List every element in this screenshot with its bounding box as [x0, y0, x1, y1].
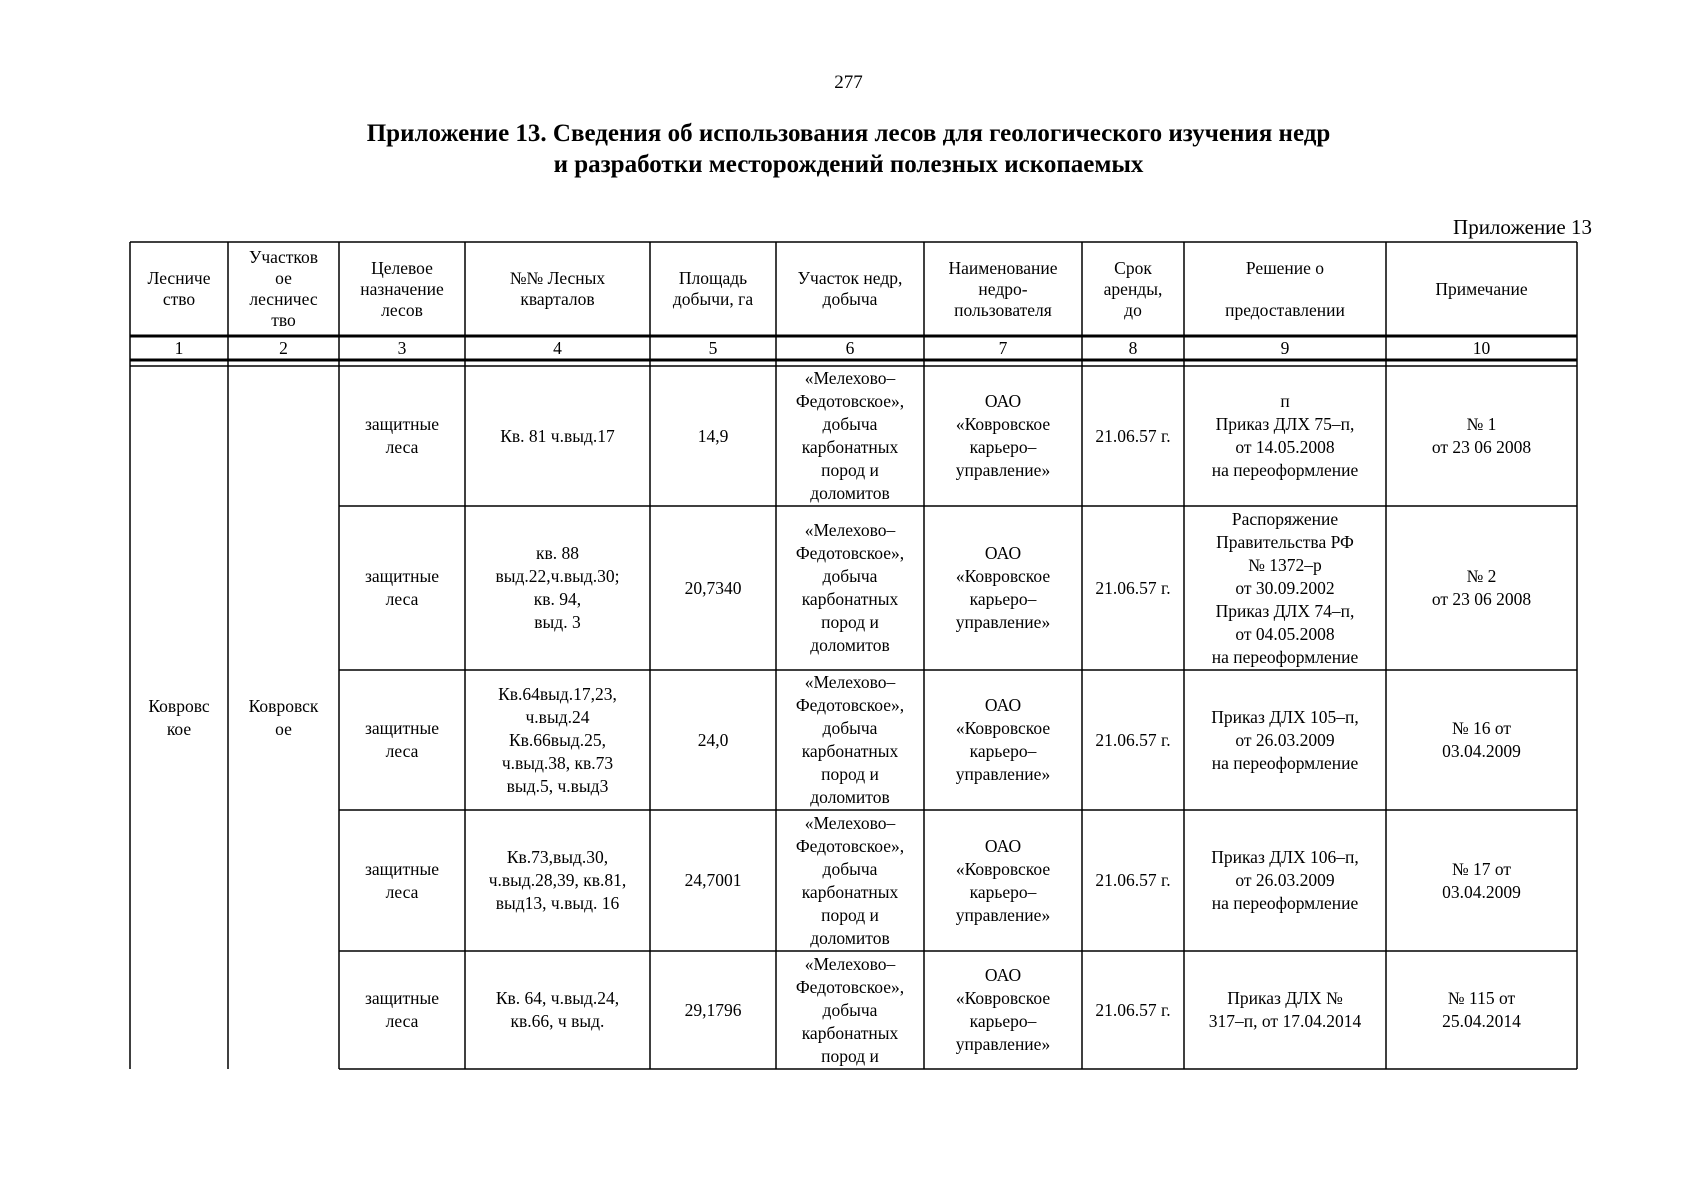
purpose-cell: защитные леса: [364, 718, 440, 761]
column-number-6: 6: [845, 338, 855, 358]
purpose-cell: защитные леса: [364, 414, 440, 457]
user-cell: ОАО «Ковровское карьеро– управление»: [955, 543, 1051, 632]
note-cell: № 2 от 23 06 2008: [1431, 566, 1532, 609]
header-cell-10: Примечание: [1435, 278, 1528, 299]
site-cell: «Мелехово– Федотовское», добыча карбонатных пород и доломитов: [795, 520, 905, 655]
decision-cell: Приказ ДЛХ 106–п, от 26.03.2009 на переоформление: [1211, 847, 1359, 913]
site-cell: «Мелехово– Федотовское», добыча карбонатных пород и доломитов: [795, 368, 905, 503]
site-cell: «Мелехово– Федотовское», добыча карбонатных пород и доломитов: [795, 672, 905, 807]
header-cell-1: Лесниче ство: [147, 268, 211, 309]
decision-cell: п Приказ ДЛХ 75–п, от 14.05.2008 на переоформление: [1211, 391, 1359, 480]
area-cell: 24,7001: [684, 870, 742, 890]
document-title-line-1: Приложение 13. Сведения об использования лесов для геологического изучения недр: [366, 120, 1331, 147]
column-number-2: 2: [279, 338, 288, 358]
uchastkovoe-lesnichestvo-cell: Ковровск ое: [248, 695, 319, 739]
area-cell: 29,1796: [684, 999, 742, 1020]
decision-cell: Приказ ДЛХ 105–п, от 26.03.2009 на переоформление: [1211, 706, 1359, 773]
kvartaly-cell: Кв. 64, ч.выд.24, кв.66, ч выд.: [495, 988, 620, 1031]
column-number-7: 7: [998, 338, 1008, 358]
purpose-cell: защитные леса: [364, 988, 440, 1031]
purpose-cell: защитные леса: [364, 566, 440, 609]
decision-cell: Распоряжение Правительства РФ № 1372–р от 30.09.2002 Приказ ДЛХ 74–п, от 04.05.2008 на переоформление: [1211, 508, 1359, 667]
area-cell: 20,7340: [684, 577, 742, 598]
term-cell: 21.06.57 г.: [1095, 870, 1171, 890]
term-cell: 21.06.57 г.: [1095, 425, 1171, 446]
user-cell: ОАО «Ковровское карьеро– управление»: [955, 695, 1051, 784]
page-number: 277: [834, 72, 863, 93]
decision-cell: Приказ ДЛХ № 317–п, от 17.04.2014: [1208, 988, 1362, 1031]
column-number-4: 4: [553, 338, 562, 358]
area-cell: 24,0: [697, 729, 729, 750]
header-cell-8: Срок аренды, до: [1103, 257, 1163, 320]
header-cell-3: Целевое назначение лесов: [360, 257, 444, 320]
column-number-8: 8: [1128, 338, 1138, 358]
column-number-5: 5: [708, 338, 718, 358]
user-cell: ОАО «Ковровское карьеро– управление»: [955, 835, 1051, 925]
site-cell: «Мелехово– Федотовское», добыча карбонатных пород и доломитов: [795, 812, 905, 948]
term-cell: 21.06.57 г.: [1095, 729, 1171, 750]
header-cell-5: Площадь добычи, га: [672, 268, 754, 309]
term-cell: 21.06.57 г.: [1095, 577, 1171, 598]
note-cell: № 1 от 23 06 2008: [1431, 414, 1532, 457]
kvartaly-cell: Кв.73,выд.30, ч.выд.28,39, кв.81, выд13, ч.выд. 16: [488, 847, 627, 913]
lesnichestvo-cell: Ковровс кое: [148, 695, 210, 739]
column-number-10: 10: [1472, 338, 1491, 358]
note-cell: № 16 от 03.04.2009: [1442, 718, 1521, 761]
note-cell: № 17 от 03.04.2009: [1442, 858, 1521, 902]
appendix-label: Приложение 13: [1453, 215, 1592, 239]
site-cell: «Мелехово– Федотовское», добыча карбонатных пород и: [795, 953, 905, 1066]
column-number-1: 1: [174, 338, 184, 358]
document-title-line-2: и разработки месторождений полезных ископаемых: [553, 151, 1144, 178]
area-cell: 14,9: [697, 425, 729, 446]
user-cell: ОАО «Ковровское карьеро– управление»: [955, 965, 1051, 1054]
kvartaly-cell: Кв.64выд.17,23, ч.выд.24 Кв.66выд.25, ч.выд.38, кв.73 выд.5, ч.выд3: [498, 683, 617, 796]
purpose-cell: защитные леса: [364, 858, 440, 902]
header-cell-2: Участков ое лесничес тво: [248, 247, 318, 330]
user-cell: ОАО «Ковровское карьеро– управление»: [955, 391, 1051, 480]
header-cell-4: №№ Лесных кварталов: [509, 268, 606, 309]
column-number-3: 3: [397, 338, 407, 358]
column-number-9: 9: [1280, 338, 1290, 358]
header-cell-6: Участок недр, добыча: [797, 268, 903, 309]
kvartaly-cell: кв. 88 выд.22,ч.выд.30; кв. 94, выд. 3: [495, 543, 620, 632]
note-cell: № 115 от 25.04.2014: [1442, 988, 1521, 1031]
term-cell: 21.06.57 г.: [1095, 999, 1171, 1020]
header-cell-9: Решение о предоставлении: [1225, 257, 1345, 320]
header-cell-7: Наименование недро- пользователя: [948, 257, 1058, 320]
kvartaly-cell: Кв. 81 ч.выд.17: [500, 425, 615, 446]
